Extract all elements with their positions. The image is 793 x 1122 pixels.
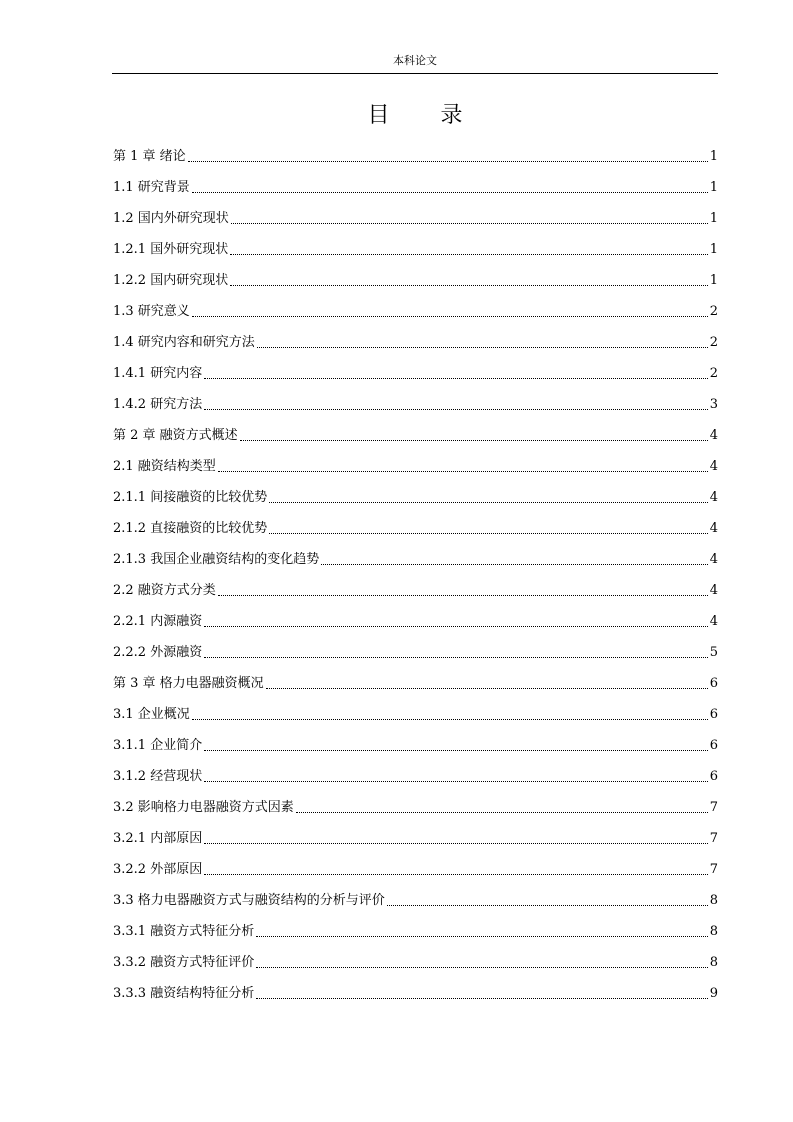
toc-entry-page-number: 1	[709, 179, 718, 195]
toc-entry-page-number: 6	[709, 706, 718, 722]
dot-leader	[387, 905, 708, 906]
dot-leader	[204, 378, 708, 379]
toc-entry-title: 1.4 研究内容和研究方法	[113, 334, 255, 350]
toc-entry-title: 1.2.1 国外研究现状	[113, 241, 229, 257]
toc-entry-title: 3.2 影响格力电器融资方式因素	[113, 799, 294, 815]
toc-entry[interactable]	[113, 854, 718, 885]
toc-entry-page-number: 1	[709, 272, 718, 288]
dot-leader	[204, 657, 708, 658]
dot-leader	[256, 936, 708, 937]
dot-leader	[204, 843, 708, 844]
toc-entry-page-number: 4	[709, 551, 718, 567]
toc-entry-page-number: 1	[709, 148, 718, 164]
toc-entry[interactable]	[113, 668, 718, 699]
toc-entry-title: 3.3.1 融资方式特征分析	[113, 923, 255, 939]
toc-entry-title: 1.4.2 研究方法	[113, 396, 203, 412]
toc-entry[interactable]	[113, 265, 718, 296]
dot-leader	[269, 502, 708, 503]
toc-entry-page-number: 8	[709, 923, 718, 939]
table-of-contents	[113, 141, 718, 1009]
toc-entry-page-number: 7	[709, 861, 718, 877]
toc-entry[interactable]	[113, 916, 718, 947]
dot-leader	[269, 533, 708, 534]
dot-leader	[256, 998, 708, 999]
toc-entry-page-number: 2	[709, 303, 718, 319]
dot-leader	[204, 626, 708, 627]
toc-entry-title: 1.2 国内外研究现状	[113, 210, 229, 226]
dot-leader	[192, 192, 708, 193]
toc-entry-page-number: 4	[709, 489, 718, 505]
toc-entry-page-number: 7	[709, 830, 718, 846]
toc-entry[interactable]	[113, 513, 718, 544]
dot-leader	[204, 781, 708, 782]
toc-entry[interactable]	[113, 327, 718, 358]
toc-entry[interactable]	[113, 699, 718, 730]
toc-entry[interactable]	[113, 141, 718, 172]
dot-leader	[218, 595, 708, 596]
toc-entry-page-number: 4	[709, 520, 718, 536]
toc-entry-title: 3.3.3 融资结构特征分析	[113, 985, 255, 1001]
toc-entry[interactable]	[113, 823, 718, 854]
toc-entry[interactable]	[113, 978, 718, 1009]
toc-entry-title: 2.1.3 我国企业融资结构的变化趋势	[113, 551, 320, 567]
toc-entry-page-number: 4	[709, 427, 718, 443]
toc-entry-page-number: 6	[709, 675, 718, 691]
toc-entry[interactable]	[113, 389, 718, 420]
toc-entry[interactable]	[113, 885, 718, 916]
dot-leader	[321, 564, 708, 565]
dot-leader	[192, 719, 708, 720]
toc-entry-title: 3.3.2 融资方式特征评价	[113, 954, 255, 970]
toc-entry-title: 3.2.1 内部原因	[113, 830, 203, 846]
toc-entry-page-number: 9	[709, 985, 718, 1001]
toc-entry-page-number: 4	[709, 458, 718, 474]
toc-title: 目 录	[367, 103, 485, 128]
toc-entry-title: 3.1 企业概况	[113, 706, 190, 722]
toc-entry[interactable]	[113, 761, 718, 792]
dot-leader	[192, 316, 708, 317]
toc-entry[interactable]	[113, 203, 718, 234]
toc-entry-title: 1.4.1 研究内容	[113, 365, 203, 381]
toc-entry[interactable]	[113, 637, 718, 668]
dot-leader	[231, 223, 708, 224]
toc-entry[interactable]	[113, 730, 718, 761]
toc-entry-page-number: 6	[709, 768, 718, 784]
toc-entry-page-number: 2	[709, 334, 718, 350]
toc-entry[interactable]	[113, 606, 718, 637]
toc-entry-title: 1.3 研究意义	[113, 303, 190, 319]
toc-entry-title: 3.2.2 外部原因	[113, 861, 203, 877]
toc-entry-page-number: 7	[709, 799, 718, 815]
dot-leader	[230, 285, 708, 286]
toc-entry-page-number: 1	[709, 241, 718, 257]
toc-entry-page-number: 1	[709, 210, 718, 226]
toc-entry-title: 2.2 融资方式分类	[113, 582, 216, 598]
toc-entry-page-number: 3	[709, 396, 718, 412]
dot-leader	[256, 967, 708, 968]
dot-leader	[257, 347, 708, 348]
toc-entry[interactable]	[113, 947, 718, 978]
dot-leader	[230, 254, 708, 255]
toc-entry[interactable]	[113, 482, 718, 513]
dot-leader	[204, 409, 708, 410]
header-rule	[112, 73, 718, 74]
dot-leader	[218, 471, 708, 472]
dot-leader	[296, 812, 708, 813]
toc-entry-page-number: 4	[709, 582, 718, 598]
toc-entry-title: 1.1 研究背景	[113, 179, 190, 195]
dot-leader	[266, 688, 708, 689]
toc-entry-title: 2.1.2 直接融资的比较优势	[113, 520, 268, 536]
toc-entry[interactable]	[113, 358, 718, 389]
toc-entry[interactable]	[113, 172, 718, 203]
toc-entry-title: 3.1.2 经营现状	[113, 768, 203, 784]
toc-entry-page-number: 4	[709, 613, 718, 629]
dot-leader	[240, 440, 708, 441]
toc-entry[interactable]	[113, 234, 718, 265]
toc-entry-title: 2.2.2 外源融资	[113, 644, 203, 660]
toc-entry-page-number: 8	[709, 892, 718, 908]
toc-entry[interactable]	[113, 296, 718, 327]
toc-entry-page-number: 2	[709, 365, 718, 381]
toc-entry-title: 1.2.2 国内研究现状	[113, 272, 229, 288]
toc-entry-page-number: 6	[709, 737, 718, 753]
toc-entry[interactable]	[113, 420, 718, 451]
dot-leader	[204, 874, 708, 875]
toc-entry[interactable]	[113, 451, 718, 482]
toc-entry-title: 3.3 格力电器融资方式与融资结构的分析与评价	[113, 892, 385, 908]
toc-entry-title: 第 1 章 绪论	[113, 148, 186, 164]
toc-entry-title: 2.2.1 内源融资	[113, 613, 203, 629]
toc-entry-page-number: 5	[709, 644, 718, 660]
toc-entry[interactable]	[113, 792, 718, 823]
toc-entry-title: 第 3 章 格力电器融资概况	[113, 675, 264, 691]
dot-leader	[188, 161, 708, 162]
toc-entry-title: 3.1.1 企业简介	[113, 737, 203, 753]
running-header: 本科论文	[393, 54, 437, 67]
toc-entry-title: 2.1.1 间接融资的比较优势	[113, 489, 268, 505]
toc-entry[interactable]	[113, 575, 718, 606]
toc-entry[interactable]	[113, 544, 718, 575]
toc-entry-page-number: 8	[709, 954, 718, 970]
toc-entry-title: 第 2 章 融资方式概述	[113, 427, 238, 443]
toc-entry-title: 2.1 融资结构类型	[113, 458, 216, 474]
dot-leader	[204, 750, 708, 751]
